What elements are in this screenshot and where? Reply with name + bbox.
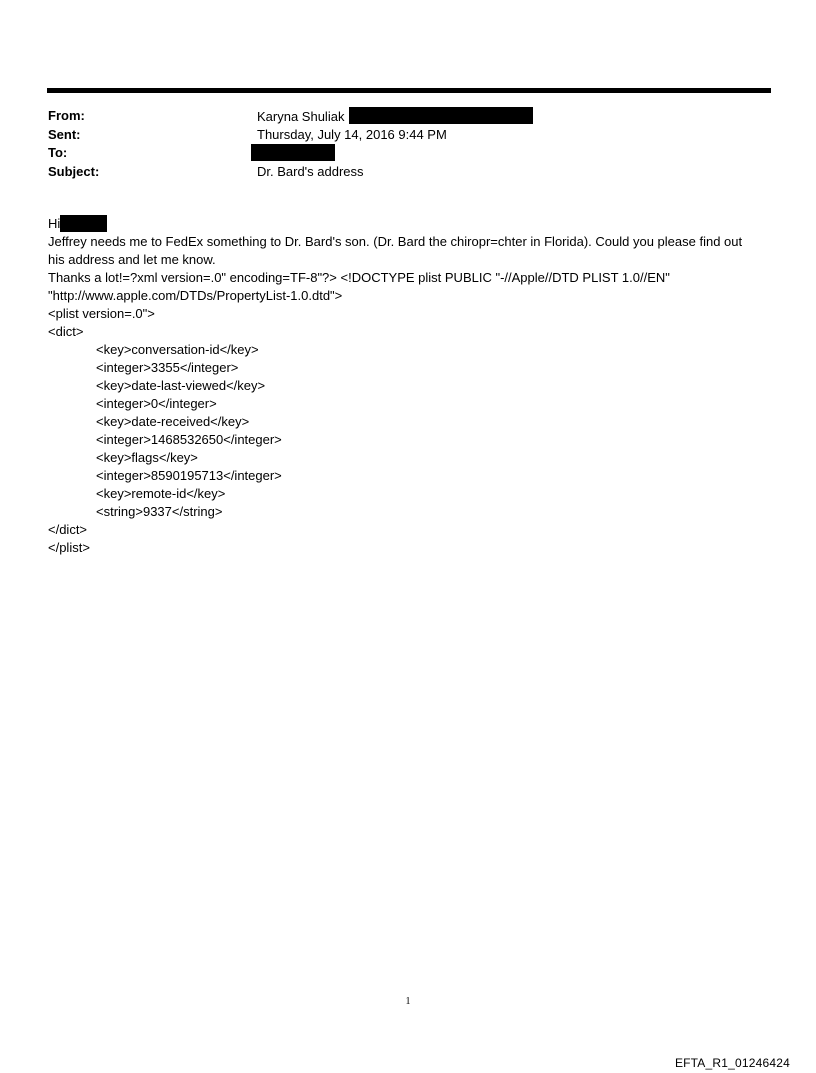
- email-body: [48, 215, 778, 557]
- sent-label: Sent:: [48, 126, 81, 142]
- greeting-line: [48, 215, 778, 233]
- page-number: 1: [405, 996, 411, 1007]
- plist-line: <integer>1468532650</integer>: [96, 432, 282, 447]
- body-line: </plist>: [48, 540, 90, 555]
- sender-name: Karyna Shuliak: [257, 109, 345, 124]
- body-line: <dict>: [48, 324, 84, 339]
- redaction-bar: [60, 215, 107, 232]
- from-label: From:: [48, 108, 85, 123]
- to-value: [251, 144, 335, 163]
- body-line: </dict>: [48, 522, 88, 537]
- plist-line: <key>flags</key>: [96, 450, 198, 465]
- redaction-bar: [251, 144, 335, 161]
- body-line: Thanks a lot!=?xml version=.0" encoding=TF-8"?> <!DOCTYPE plist PUBLIC "-//Apple//DTD PLIST 1.0//EN": [48, 270, 670, 285]
- greeting: Hi: [48, 216, 61, 231]
- body-line: his address and let me know.: [48, 252, 216, 267]
- plist-line: <key>conversation-id</key>: [96, 342, 259, 357]
- from-value: [257, 107, 533, 127]
- body-line: Jeffrey needs me to FedEx something to Dr. Bard's son. (Dr. Bard the chiropr=chter in Florida). Could you please find out: [48, 234, 743, 249]
- plist-line: <key>remote-id</key>: [96, 486, 226, 501]
- body-line: <plist version=.0">: [48, 306, 155, 321]
- plist-line: <key>date-last-viewed</key>: [96, 378, 266, 393]
- plist-line: <integer>8590195713</integer>: [96, 468, 282, 483]
- header-divider: [47, 88, 771, 93]
- plist-line: <integer>0</integer>: [96, 396, 217, 411]
- to-label: To:: [48, 145, 68, 160]
- body-line: "http://www.apple.com/DTDs/PropertyList-1.0.dtd">: [48, 288, 343, 303]
- redaction-bar: [349, 107, 533, 124]
- plist-line: <string>9337</string>: [96, 504, 223, 519]
- plist-line: <key>date-received</key>: [96, 414, 250, 429]
- sent-value: Thursday, July 14, 2016 9:44 PM: [257, 126, 447, 142]
- subject-value: Dr. Bard's address: [257, 163, 364, 179]
- plist-line: <integer>3355</integer>: [96, 360, 239, 375]
- subject-label: Subject:: [48, 163, 100, 179]
- document-id: EFTA_R1_01246424: [674, 1056, 790, 1070]
